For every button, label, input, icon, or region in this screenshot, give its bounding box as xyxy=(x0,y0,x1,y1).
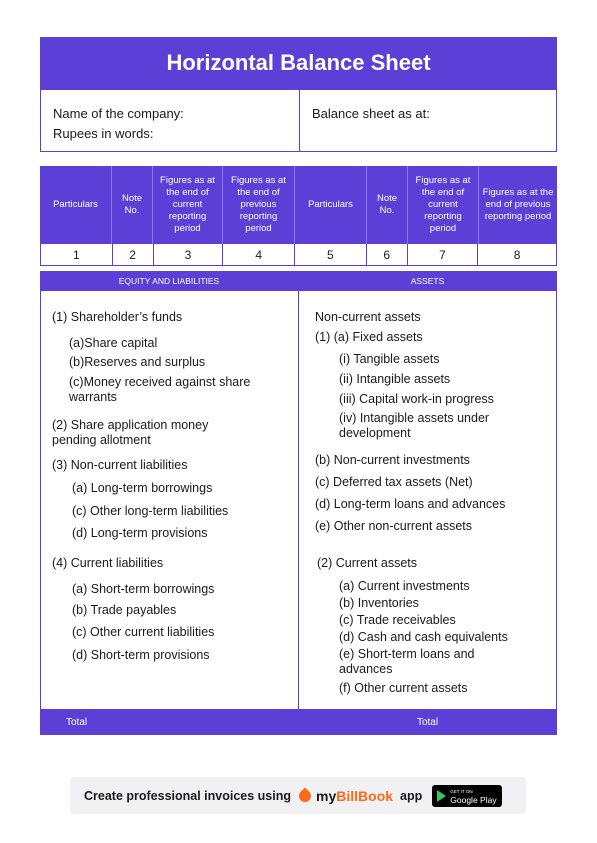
column-number: 6 xyxy=(367,244,408,265)
column-number: 1 xyxy=(41,244,113,265)
list-item: (b) Non-current investments xyxy=(315,453,470,467)
column-number: 2 xyxy=(113,244,154,265)
brand-billbook: BillBook xyxy=(336,787,394,804)
list-item: (f) Other current assets xyxy=(339,681,468,695)
list-item: (2) Current assets xyxy=(317,556,418,570)
column-header: Particulars xyxy=(40,166,112,244)
list-item: (a) Current investments xyxy=(339,579,470,593)
section-body xyxy=(40,291,557,709)
total-right: Total xyxy=(416,716,439,728)
promo-banner[interactable] xyxy=(70,777,526,814)
list-item: (b) Trade payables xyxy=(72,603,177,617)
list-item: (1) Shareholder’s funds xyxy=(52,310,183,324)
section-header-right: ASSETS xyxy=(410,276,445,286)
column-header: Figures as at the end of current reporting period xyxy=(153,166,223,244)
banner-app-text: app xyxy=(400,788,423,803)
list-item: (b)Reserves and surplus xyxy=(69,355,206,369)
google-play-badge[interactable] xyxy=(432,785,502,807)
google-play-big: Google Play xyxy=(450,794,497,805)
total-left: Total xyxy=(66,716,88,728)
balance-date-label: Balance sheet as at: xyxy=(312,106,430,121)
list-item: (a) Long-term borrowings xyxy=(72,481,213,495)
column-header: Figures as at the end of current reporting period xyxy=(408,166,479,244)
column-number: 3 xyxy=(154,244,224,265)
list-item: (c) Deferred tax assets (Net) xyxy=(315,475,473,489)
list-item: (4) Current liabilities xyxy=(52,556,164,570)
list-item: Non-current assets xyxy=(315,310,421,324)
column-header: Note No. xyxy=(112,166,153,244)
list-item: (a)Share capital xyxy=(69,336,158,350)
list-item: (e) Other non-current assets xyxy=(315,519,473,533)
column-header: Particulars xyxy=(295,166,367,244)
list-item: (i) Tangible assets xyxy=(339,352,440,366)
list-item: (d) Cash and cash equivalents xyxy=(339,630,508,644)
list-item: (a) Short-term borrowings xyxy=(72,582,215,596)
banner-text: Create professional invoices using xyxy=(84,788,292,803)
list-item: (iii) Capital work-in progress xyxy=(339,392,494,406)
column-number-row xyxy=(40,244,557,266)
list-item: (e) Short-term loans and advances xyxy=(339,647,475,676)
list-item: (b) Inventories xyxy=(339,596,419,610)
mybillbook-logo xyxy=(299,788,393,804)
column-header-table xyxy=(40,166,557,266)
company-info-left xyxy=(41,90,300,151)
list-item: (c) Other long-term liabilities xyxy=(72,504,229,518)
flame-icon xyxy=(297,787,314,804)
column-header: Figures as at the end of previous reporting period xyxy=(223,166,295,244)
column-header: Note No. xyxy=(367,166,408,244)
list-item: (d) Short-term provisions xyxy=(72,648,210,662)
column-header: Figures as at the end of previous reporting period xyxy=(482,187,554,222)
list-item: (ii) Intangible assets xyxy=(339,372,451,386)
play-icon xyxy=(437,790,446,802)
brand-my: my xyxy=(316,787,337,804)
company-info-box xyxy=(40,89,557,152)
column-number: 8 xyxy=(513,247,521,262)
balance-sheet-table xyxy=(40,271,557,735)
list-item: (c) Trade receivables xyxy=(339,613,456,627)
list-item: (c)Money received against share warrants xyxy=(69,375,251,404)
liabilities-column xyxy=(41,291,299,709)
company-name-label: Name of the company: xyxy=(53,106,184,121)
list-item: (3) Non-current liabilities xyxy=(52,458,188,472)
section-header-row xyxy=(40,271,557,291)
column-number: 4 xyxy=(223,244,295,265)
page-title: Horizontal Balance Sheet xyxy=(40,37,557,89)
company-info-right xyxy=(300,90,556,151)
list-item: (d) Long-term loans and advances xyxy=(315,497,506,511)
assets-column xyxy=(299,291,556,709)
total-row xyxy=(40,709,557,735)
column-header-row xyxy=(40,166,557,244)
list-item: (iv) Intangible assets under development xyxy=(339,411,490,440)
column-number: 5 xyxy=(295,244,367,265)
google-play-small: GET IT ON xyxy=(450,788,473,794)
list-item: (d) Long-term provisions xyxy=(72,526,208,540)
list-item: (1) (a) Fixed assets xyxy=(315,330,423,344)
list-item: (2) Share application money pending allotment xyxy=(52,418,209,447)
section-header-left: EQUITY AND LIABILITIES xyxy=(118,276,220,286)
list-item: (c) Other current liabilities xyxy=(72,625,215,639)
column-number: 7 xyxy=(408,244,479,265)
rupees-label: Rupees in words: xyxy=(53,126,154,141)
